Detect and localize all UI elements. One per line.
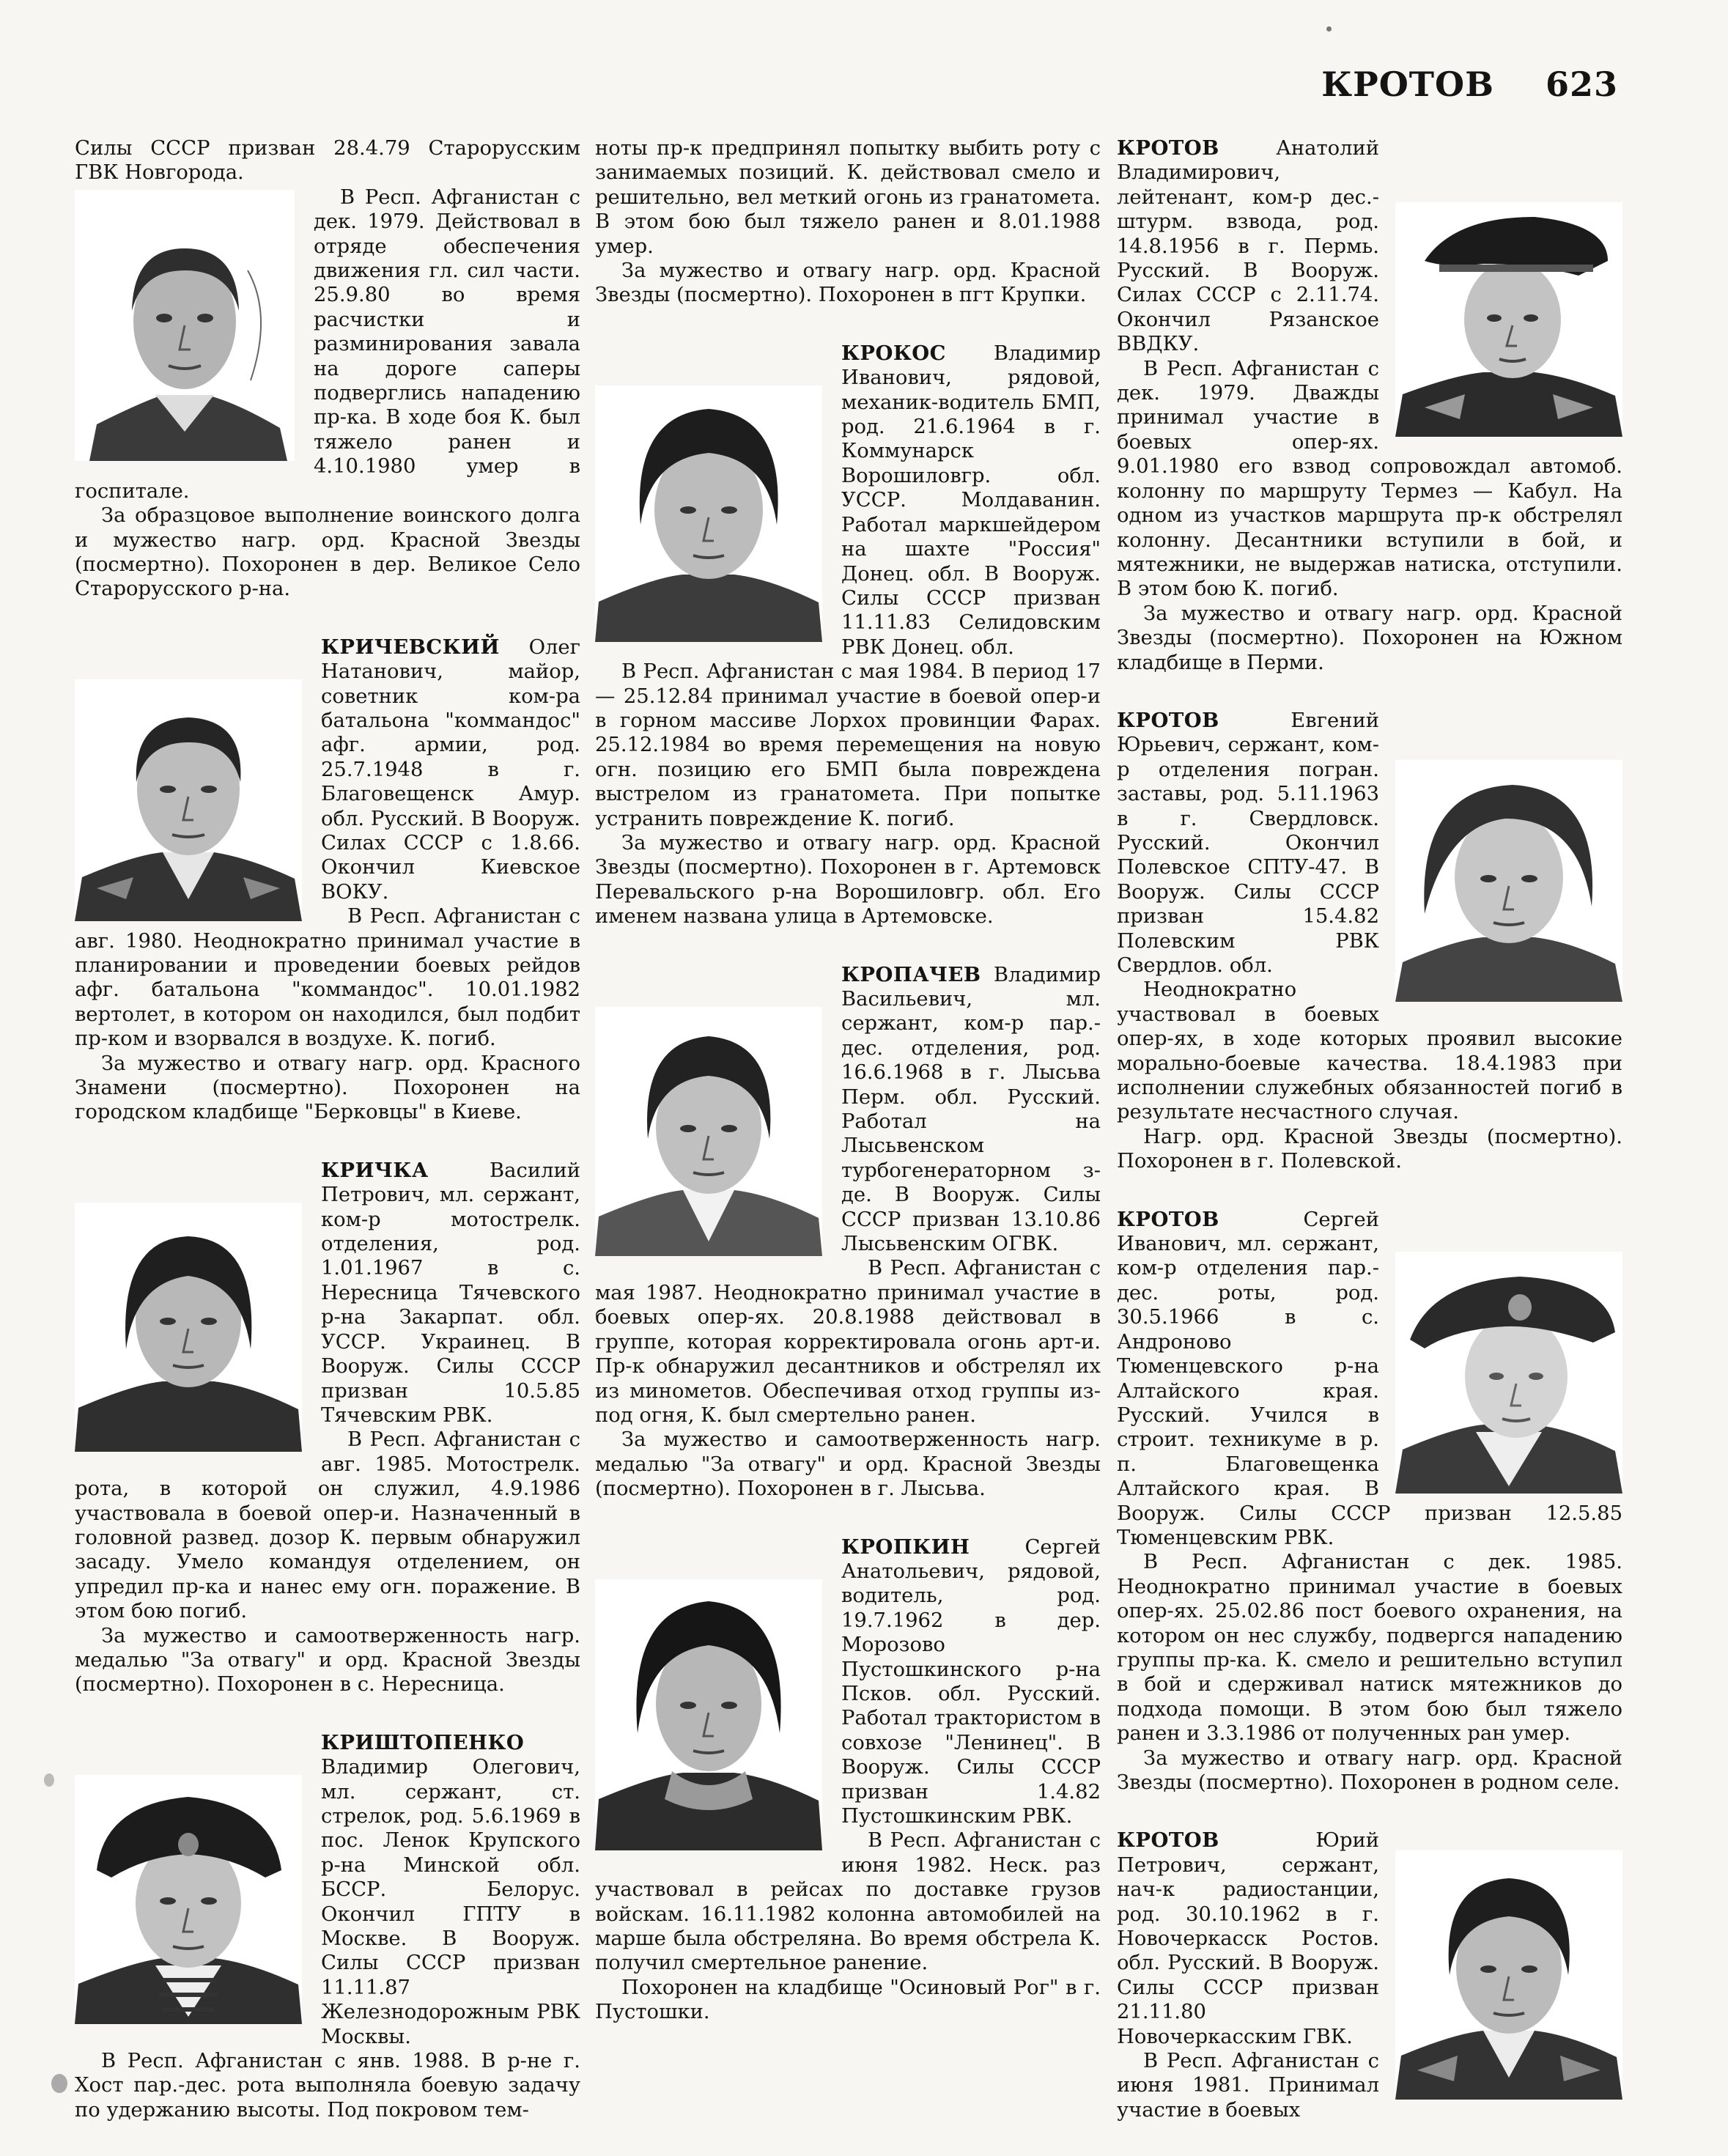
entry-text: Олег Натанович, майор, советник ком-ра батальона "коммандос" афг. армии, род. 25.7.1948 в г. Благовещенск Амур. обл. Русский. В Вооруж. Силах СССР с 1.8.66. Окончил Киевское ВОКУ.	[321, 635, 580, 904]
entry-paragraph: За мужество и отвагу нагр. орд. Красной Звезды (посмертно). Похоронен в пгт Крупки.	[595, 259, 1101, 307]
entry-paragraph: За мужество и самоотверженность нагр. медалью "За отвагу" и орд. Красной Звезды (посмертно). Похоронен в г. Лысьва.	[595, 1428, 1101, 1501]
column-3	[1117, 136, 1622, 2156]
entry-surname: КРОТОВ	[1117, 136, 1219, 160]
scan-speck	[51, 2074, 67, 2093]
entry-paragraph: За мужество и отвагу нагр. орд. Красной Звезды (посмертно). Похоронен в родном селе.	[1117, 1746, 1622, 1794]
entry-surname: КРОТОВ	[1117, 708, 1219, 732]
portrait-photo	[595, 1007, 822, 1256]
entry-paragraph: В Респ. Афганистан с дек. 1985. Неоднократно принимал участие в боевых опер-ях. 25.02.86 пост боевого охранения, на котором он нес службу, подвергся нападению группы пр-ка. К. смело и решительно вступил в бой и сдерживал натиск мятежников до подхода помощи. В этом бою был тяжело ранен и 3.3.1986 от полученных ран умер.	[1117, 1551, 1622, 1746]
entry-text: Владимир Олегович, мл. сержант, ст. стрелок, род. 5.6.1969 в пос. Ленок Крупского р-на Минской обл. БССР. Белорус. Окончил ГПТУ в Москве. В Вооруж. Силы СССР призван 11.11.87 Железнодорожным РВК Москвы.	[321, 1756, 580, 2048]
entry-text: Анатолий Владимирович, лейтенант, ком-р дес.-штурм. взвода, род. 14.8.1956 в г. Пермь. Русский. В Вооруж. Силах СССР с 2.11.74. Окончил Рязанское ВВДКУ.	[1117, 137, 1379, 356]
entry-paragraph: В Респ. Афганистан с мая 1987. Неоднократно принимал участие в боевых опер-ях. 20.8.1988 действовал в группе, которая корректировала огонь арт-и. Пр-к обнаружил десантников и обстрелял их из минометов. Обеспечивая отход группы из-под огня, К. был смертельно ранен.	[595, 1257, 1101, 1427]
entry-paragraph: В Респ. Афганистан с авг. 1985. Мотострелк. рота, в которой он служил, 4.9.1986 участвовала в боевой опер-и. Назначенный в головной развед. дозор К. первым обнаружил засаду. Умело командуя отделением, он упредил пр-ка и нанес ему огн. поражение. В этом бою погиб.	[75, 1428, 580, 1623]
portrait-photo	[595, 385, 822, 642]
portrait-photo	[595, 1579, 822, 1850]
running-head	[1321, 64, 1618, 104]
entry-kropkin	[595, 1535, 1101, 2025]
portrait-image	[595, 1007, 822, 1256]
entry-surname: КРОТОВ	[1117, 1828, 1219, 1853]
entry-surname: КРИЧКА	[321, 1158, 429, 1182]
entry-text: Евгений Юрьевич, сержант, ком-р отделения погран. заставы, род. 5.11.1963 в г. Свердловск. Русский. Окончил Полевское СПТУ-47. В Вооруж. Силы СССР призван 15.4.82 Полевским РВК Свердлов. обл.	[1117, 709, 1379, 977]
entry-paragraph: В Респ. Афганистан с июня 1981. Принимал участие в боевых	[1117, 2050, 1379, 2122]
portrait-image	[595, 1579, 822, 1850]
entry-paragraph: В Респ. Афганистан с дек. 1979. Действовал в отряде обеспечения движения гл. сил части. 25.9.80 во время расчистки и разминирования завала на дороге саперы подверглись нападению пр-ка. В ходе боя К. был тяжело ранен и 4.10.1980 умер в госпитале.	[75, 185, 580, 503]
portrait-photo	[75, 1203, 302, 1452]
entry-paragraph: ноты пр-к предпринял попытку выбить роту с занимаемых позиций. К. действовал смело и решительно, вел меткий огонь из гранатомета. В этом бою был тяжело ранен и 8.01.1988 умер.	[595, 137, 1101, 258]
portrait-photo	[1395, 202, 1622, 437]
entry-paragraph: За мужество и отвагу нагр. орд. Красной Звезды (посмертно). Похоронен на Южном кладбище в Перми.	[1117, 602, 1622, 674]
entry-krokos	[595, 342, 1101, 929]
entry-krotov-sergey	[1117, 1208, 1622, 1795]
portrait-image	[75, 679, 302, 921]
entry-paragraph: За мужество и отвагу нагр. орд. Красной Звезды (посмертно). Похоронен в г. Артемовск Перевальского р-на Ворошиловгр. обл. Его именем названа улица в Артемовске.	[595, 831, 1101, 929]
portrait-image	[1395, 202, 1622, 437]
entry-paragraph: В Респ. Афганистан с мая 1984. В период 17 — 25.12.84 принимал участие в боевой опер-и в горном массиве Лорхох провинции Фарах. 25.12.1984 во время перемещения на новую огн. позицию его БМП была повреждена выстрелом из гранатомета. При попытке устранить повреждение К. погиб.	[595, 660, 1101, 830]
portrait-image	[75, 190, 295, 461]
entry-paragraph: В Респ. Афганистан с дек. 1979. Дважды принимал участие в боевых опер-ях. 9.01.1980 его взвод сопровождал автомоб. колонну по маршруту Термез — Кабул. На одном из участков маршрута пр-к обстрелял колонну. Десантники вступили в бой, и мятежники, не выдержав натиска, отступили. В этом бою К. погиб.	[1117, 357, 1622, 601]
entry-surname: КРОПКИН	[841, 1535, 970, 1559]
portrait-image	[1395, 1850, 1622, 2100]
portrait-image	[75, 1775, 302, 2024]
portrait-image	[1395, 760, 1622, 1002]
entry-surname: КРОКОС	[841, 341, 946, 365]
entry-text: Сергей Иванович, мл. сержант, ком-р отделения пар.-дес. роты, род. 30.5.1966 в с. Андроново Тюменцевского р-на Алтайского края. Русский. Учился в строит. техникуме в р. п. Благовещенка Алтайского края. В Вооруж. Силы СССР призван 12.5.85 Тюменцевским РВК.	[1117, 1208, 1622, 1549]
portrait-image	[75, 1203, 302, 1452]
column-1	[75, 136, 580, 2156]
running-head-surname: КРОТОВ	[1321, 64, 1494, 104]
portrait-photo	[1395, 1252, 1622, 1494]
scan-speck	[1326, 26, 1332, 32]
entry-surname: КРОПАЧЕВ	[841, 962, 981, 986]
portrait-photo	[75, 679, 302, 921]
entry-text: Юрий Петрович, сержант, нач-к радиостанции, род. 30.10.1962 в г. Новочеркасск Ростов. обл. Русский. В Вооруж. Силы СССР призван 21.11.80 Новочеркасским ГВК.	[1117, 1829, 1379, 2048]
portrait-photo	[1395, 760, 1622, 1002]
entry-krotov-anatoly	[1117, 136, 1622, 675]
column-2	[595, 136, 1101, 2059]
portrait-photo	[1395, 1850, 1622, 2100]
entry-paragraph: В Респ. Афганистан с янв. 1988. В р-не г. Хост пар.-дес. рота выполняла боевую задачу по удержанию высоты. Под покровом тем-	[75, 2050, 580, 2122]
entry-krotov-evgeny	[1117, 709, 1622, 1174]
entry-paragraph: За мужество и самоотверженность нагр. медалью "За отвагу" и орд. Красной Звезды (посмертно). Похоронен в с. Нересница.	[75, 1624, 580, 1697]
entry-text: Владимир Васильевич, мл. сержант, ком-р пар.-дес. отделения, род. 16.6.1968 в г. Лысьва Перм. обл. Русский. Работал на Лысьвенском турбогенераторном з-де. В Вооруж. Силы СССР призван 13.10.86 Лысьвенским ОГВК.	[841, 963, 1101, 1256]
entry-surname: КРИШТОПЕНКО	[321, 1730, 525, 1754]
portrait-image	[1395, 1252, 1622, 1494]
portrait-photo	[75, 1775, 302, 2024]
portrait-photo	[75, 190, 295, 461]
entry-continued	[595, 136, 1101, 308]
entry-paragraph: Нагр. орд. Красной Звезды (посмертно). Похоронен в г. Полевской.	[1117, 1125, 1622, 1173]
entry-paragraph: Силы СССР призван 28.4.79 Старорусским ГВК Новгорода.	[75, 137, 580, 185]
entry-paragraph: Неоднократно участвовал в боевых опер-ях, в ходе которых проявил высокие морально-боевые качества. 18.4.1983 при исполнении служебных обязанностей погиб в результате несчастного случая.	[1117, 978, 1622, 1124]
entry-paragraph: За мужество и отвагу нагр. орд. Красного Знамени (посмертно). Похоронен на городском кладбище "Берковцы" в Киеве.	[75, 1052, 580, 1124]
entry-surname: КРОТОВ	[1117, 1207, 1219, 1231]
entry-krishtopenko	[75, 1731, 580, 2123]
scan-speck	[44, 1773, 54, 1787]
entry-surname: КРИЧЕВСКИЙ	[321, 635, 500, 659]
entry-paragraph: В Респ. Афганистан с авг. 1980. Неоднократно принимал участие в планировании и проведении боевых рейдов афг. батальона "коммандос". 10.01.1982 вертолет, в котором он находился, был подбит пр-ком и взорвался в воздухе. К. погиб.	[75, 905, 580, 1051]
page-number: 623	[1545, 64, 1618, 104]
entry-continued	[75, 136, 580, 602]
entry-krotov-yuri	[1117, 1828, 1622, 2122]
entry-krichevsky	[75, 635, 580, 1125]
entry-text: Сергей Анатольевич, рядовой, водитель, род. 19.7.1962 в дер. Морозово Пустошкинского р-на Псков. обл. Русский. Работал трактористом в совхозе "Ленинец". В Вооруж. Силы СССР призван 1.4.82 Пустошкинским РВК.	[841, 1535, 1101, 1828]
entry-paragraph: Похоронен на кладбище "Осиновый Рог" в г. Пустошки.	[595, 1976, 1101, 2024]
entry-paragraph: В Респ. Афганистан с июня 1982. Неск. раз участвовал в рейсах по доставке грузов войскам. 16.11.1982 колонна автомобилей на марше была обстреляна. Во время обстрела К. получил смертельное ранение.	[595, 1829, 1101, 1975]
portrait-image	[595, 385, 822, 642]
entry-krichka	[75, 1159, 580, 1697]
entry-kropachev	[595, 963, 1101, 1502]
entry-text: Владимир Иванович, рядовой, механик-водитель БМП, род. 21.6.1964 в г. Коммунарск Ворошиловгр. обл. УССР. Молдаванин. Работал маркшейдером на шахте "Россия" Донец. обл. В Вооруж. Силы СССР призван 11.11.83 Селидовским РВК Донец. обл.	[841, 342, 1101, 659]
entry-text: Василий Петрович, мл. сержант, ком-р мотострелк. отделения, род. 1.01.1967 в с. Нересница Тячевского р-на Закарпат. обл. УССР. Украинец. В Вооруж. Силы СССР призван 10.5.85 Тячевским РВК.	[321, 1159, 580, 1427]
entry-paragraph: За образцовое выполнение воинского долга и мужество нагр. орд. Красной Звезды (посмертно). Похоронен в дер. Великое Село Старорусского р-на.	[75, 504, 580, 601]
